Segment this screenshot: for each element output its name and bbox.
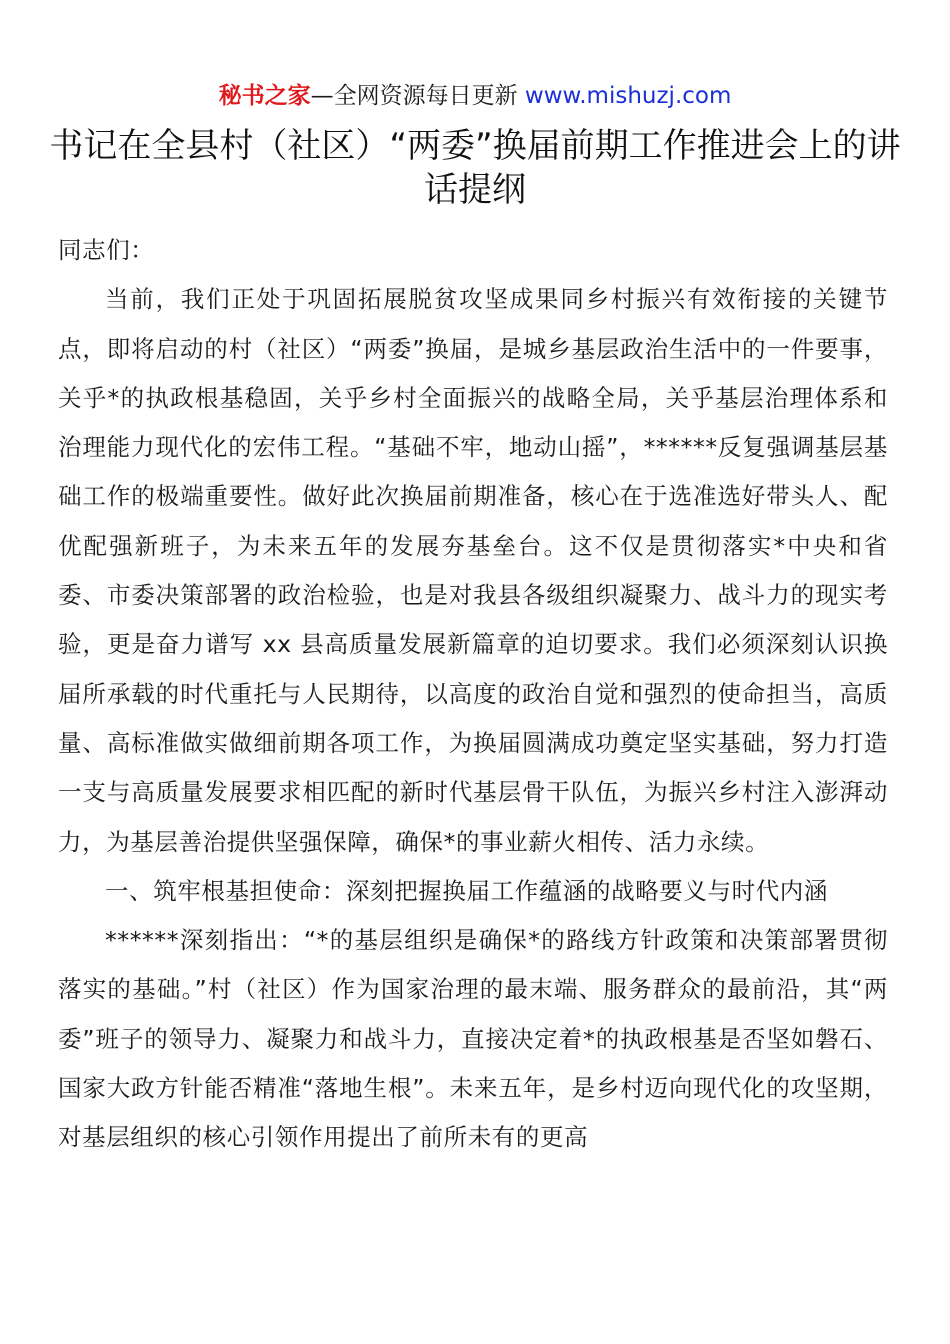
document-title: 书记在全县村（社区）“两委”换届前期工作推进会上的讲话提纲 [49,126,901,210]
banner-tagline: —全网资源每日更新 [310,83,525,109]
paragraph-section-1: ******深刻指出：“*的基层组织是确保*的路线方针政策和决策部署贯彻落实的基础。”村（社区）作为国家治理的最末端、服务群众的最前沿，其“两委”班子的领导力、凝聚力和战斗力，直接决定着*的执政根基是否坚如磐石、国家大政方针能否精准“落地生根”。未来五年，是乡村迈向现代化的攻坚期，对基层组织的核心引领作用提出了前所未有的更高 [58,926,888,1152]
site-banner [0,80,950,112]
banner-url-link[interactable]: www.mishuzj.com [524,83,732,109]
salutation: 同志们： [58,236,155,264]
document-body [58,226,888,1163]
banner-brand: 秘书之家 [218,83,311,109]
section-heading-1: 一、筑牢根基担使命：深刻把握换届工作蕴涵的战略要义与时代内涵 [105,876,828,905]
paragraph-intro: 当前，我们正处于巩固拓展脱贫攻坚成果同乡村振兴有效衔接的关键节点，即将启动的村（社区）“两委”换届，是城乡基层政治生活中的一件要事，关乎*的执政根基稳固，关乎乡村全面振兴的战略全局，关乎基层治理体系和治理能力现代化的宏伟工程。“基础不牢，地动山摇”，******反复强调基层基础工作的极端重要性。做好此次换届前期准备，核心在于选准选好带头人、配优配强新班子，为未来五年的发展夯基垒台。这不仅是贯彻落实*中央和省委、市委决策部署的政治检验，也是对我县各级组织凝聚力、战斗力的现实考验，更是奋力谱写 xx 县高质量发展新篇章的迫切要求。我们必须深刻认识换届所承载的时代重托与人民期待，以高度的政治自觉和强烈的使命担当，高质量、高标准做实做细前期各项工作，为换届圆满成功奠定坚实基础，努力打造一支与高质量发展要求相匹配的新时代基层骨干队伍，为振兴乡村注入澎湃动力，为基层善治提供坚强保障，确保*的事业薪火相传、活力永续。 [58,285,888,856]
